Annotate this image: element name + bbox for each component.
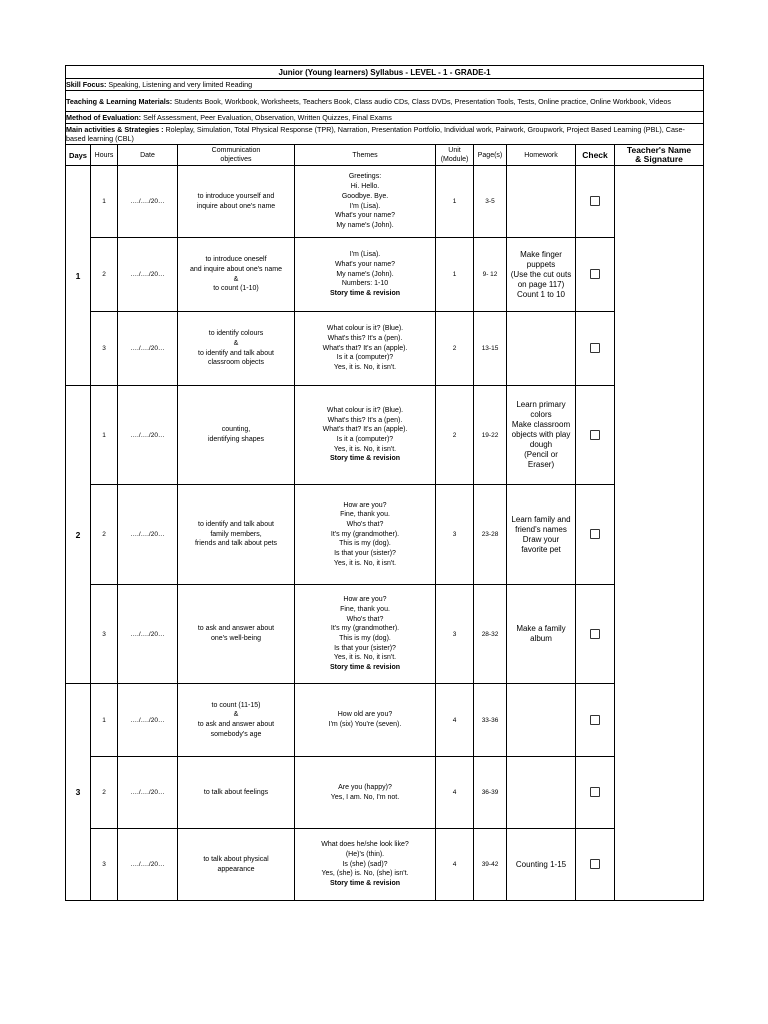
theme-text: How old are you? I'm (six) You're (seven).	[328, 711, 402, 728]
lesson-date: …./…./20…	[118, 485, 178, 585]
communication-objective: to identify and talk about family members, friends and talk about pets	[178, 485, 295, 585]
check-cell	[576, 684, 615, 757]
lesson-hour: 3	[91, 829, 118, 901]
communication-objective: to ask and answer about one's well-being	[178, 585, 295, 684]
check-cell	[576, 238, 615, 312]
theme-text: What colour is it? (Blue). What's this? It's a (pen). What's that? It's an (apple). Is it a (computer)? Yes, it is. No, it isn't.	[322, 406, 408, 453]
lesson-pages: 28-32	[474, 585, 507, 684]
lesson-homework: Counting 1-15	[507, 829, 576, 901]
lesson-pages: 9- 12	[474, 238, 507, 312]
lesson-row	[66, 585, 704, 684]
check-cell	[576, 166, 615, 238]
header-pages: Page(s)	[474, 145, 507, 166]
evaluation-row	[66, 112, 704, 124]
lesson-hour: 2	[91, 238, 118, 312]
info-label: Method of Evaluation:	[66, 113, 142, 122]
lesson-themes	[295, 585, 436, 684]
syllabus-title: Junior (Young learners) Syllabus - LEVEL - 1 - GRADE-1	[66, 66, 704, 79]
theme-text: I'm (Lisa). What's your name? My name's (John). Numbers: 1-10	[334, 251, 396, 288]
check-box[interactable]	[590, 859, 600, 869]
lesson-date: …./…./20…	[118, 585, 178, 684]
lesson-themes	[295, 312, 436, 386]
check-cell	[576, 312, 615, 386]
theme-revision-label: Story time & revision	[329, 290, 401, 298]
header-row	[66, 145, 704, 166]
info-label: Skill Focus:	[66, 80, 107, 89]
activities-row	[66, 124, 704, 145]
lesson-date: …./…./20…	[118, 238, 178, 312]
info-text: Speaking, Listening and very limited Reading	[106, 80, 253, 89]
check-box[interactable]	[590, 787, 600, 797]
header-hours: Hours	[91, 145, 118, 166]
communication-objective: counting, identifying shapes	[178, 386, 295, 485]
lesson-row	[66, 757, 704, 829]
theme-text: What does he/she look like? (He)'s (thin). Is (she) (sad)? Yes, (she) is. No, (she) isn't.	[321, 841, 409, 878]
lesson-row	[66, 166, 704, 238]
lesson-homework: Learn family and friend's names Draw your favorite pet	[507, 485, 576, 585]
lesson-row	[66, 684, 704, 757]
day-number: 3	[66, 684, 91, 901]
check-box[interactable]	[590, 430, 600, 440]
lesson-pages: 36-39	[474, 757, 507, 829]
check-box[interactable]	[590, 629, 600, 639]
header-date: Date	[118, 145, 178, 166]
materials-row	[66, 91, 704, 112]
theme-text: How are you? Fine, thank you. Who's that? It's my (grandmother). This is my (dog). Is that your (sister)? Yes, it is. No, it isn't.	[330, 596, 400, 662]
lesson-date: …./…./20…	[118, 684, 178, 757]
check-cell	[576, 585, 615, 684]
lesson-pages: 3-5	[474, 166, 507, 238]
check-box[interactable]	[590, 269, 600, 279]
lesson-unit: 2	[436, 386, 474, 485]
skill-focus-row	[66, 79, 704, 91]
theme-text: Are you (happy)? Yes, I am. No, I'm not.	[330, 783, 400, 801]
lesson-unit: 4	[436, 829, 474, 901]
lesson-row	[66, 829, 704, 901]
theme-revision-label: Story time & revision	[329, 880, 401, 888]
communication-objective: to talk about feelings	[178, 757, 295, 829]
header-days: Days	[66, 145, 91, 166]
lesson-homework	[507, 757, 576, 829]
lesson-hour: 2	[91, 757, 118, 829]
lesson-hour: 1	[91, 166, 118, 238]
lesson-hour: 1	[91, 386, 118, 485]
lesson-date: …./…./20…	[118, 829, 178, 901]
check-box[interactable]	[590, 529, 600, 539]
theme-text: How are you? Fine, thank you. Who's that? It's my (grandmother). This is my (dog). Is that your (sister)? Yes, it is. No, it isn't.	[330, 501, 400, 567]
communication-objective: to introduce oneself and inquire about one's name & to count (1-10)	[178, 238, 295, 312]
lesson-themes	[295, 829, 436, 901]
header-homework: Homework	[507, 145, 576, 166]
info-text: Self Assessment, Peer Evaluation, Observation, Written Quizzes, Final Exams	[141, 113, 392, 122]
communication-objective: to identify colours & to identify and talk about classroom objects	[178, 312, 295, 386]
header-themes: Themes	[295, 145, 436, 166]
check-cell	[576, 485, 615, 585]
syllabus-table	[65, 65, 704, 901]
lesson-hour: 3	[91, 585, 118, 684]
lesson-pages: 23-28	[474, 485, 507, 585]
lesson-themes	[295, 485, 436, 585]
day-number: 2	[66, 386, 91, 684]
teacher-signature-cell	[615, 166, 704, 901]
lesson-themes	[295, 757, 436, 829]
lesson-date: …./…./20…	[118, 757, 178, 829]
lesson-row	[66, 485, 704, 585]
lesson-unit: 1	[436, 238, 474, 312]
communication-objective: to talk about physical appearance	[178, 829, 295, 901]
lesson-homework: Make a family album	[507, 585, 576, 684]
header-objectives: Communication objectives	[178, 145, 295, 166]
lesson-hour: 2	[91, 485, 118, 585]
lesson-row	[66, 312, 704, 386]
theme-revision-label: Story time & revision	[329, 455, 401, 463]
lesson-unit: 2	[436, 312, 474, 386]
check-box[interactable]	[590, 715, 600, 725]
lesson-themes	[295, 386, 436, 485]
theme-text: Greetings: Hi. Hello. Goodbye. Bye. I'm (Lisa). What's your name? My name's (John).	[334, 173, 396, 229]
lesson-themes	[295, 166, 436, 238]
header-check: Check	[576, 145, 615, 166]
lesson-unit: 4	[436, 757, 474, 829]
lesson-row	[66, 386, 704, 485]
info-text: Students Book, Workbook, Worksheets, Teachers Book, Class audio CDs, Class DVDs, Presentation Tools, Tests, Online practice, Online Workbook, Videos	[172, 96, 671, 106]
lesson-date: …./…./20…	[118, 166, 178, 238]
check-cell	[576, 386, 615, 485]
lesson-homework	[507, 312, 576, 386]
header-unit: Unit (Module)	[436, 145, 474, 166]
check-cell	[576, 757, 615, 829]
lesson-date: …./…./20…	[118, 386, 178, 485]
lesson-unit: 3	[436, 485, 474, 585]
lesson-homework: Learn primary colors Make classroom objects with play dough (Pencil or Eraser)	[507, 386, 576, 485]
communication-objective: to introduce yourself and inquire about one's name	[178, 166, 295, 238]
info-label: Teaching & Learning Materials:	[66, 96, 173, 106]
info-label: Main activities & Strategies :	[66, 125, 164, 134]
lesson-homework: Make finger puppets (Use the cut outs on page 117) Count 1 to 10	[507, 238, 576, 312]
check-cell	[576, 829, 615, 901]
lesson-hour: 1	[91, 684, 118, 757]
theme-text: What colour is it? (Blue). What's this? It's a (pen). What's that? It's an (apple). Is it a (computer)? Yes, it is. No, it isn't.	[322, 325, 408, 372]
day-number: 1	[66, 166, 91, 386]
lesson-unit: 1	[436, 166, 474, 238]
check-box[interactable]	[590, 343, 600, 353]
lesson-homework	[507, 684, 576, 757]
lesson-pages: 13-15	[474, 312, 507, 386]
lesson-pages: 39-42	[474, 829, 507, 901]
lesson-themes	[295, 684, 436, 757]
lesson-themes	[295, 238, 436, 312]
theme-revision-label: Story time & revision	[329, 664, 401, 672]
lesson-unit: 3	[436, 585, 474, 684]
lesson-pages: 19-22	[474, 386, 507, 485]
lesson-unit: 4	[436, 684, 474, 757]
communication-objective: to count (11-15) & to ask and answer about somebody's age	[178, 684, 295, 757]
lesson-homework	[507, 166, 576, 238]
check-box[interactable]	[590, 196, 600, 206]
info-text: Roleplay, Simulation, Total Physical Response (TPR), Narration, Presentation Portfolio, Individual work, Pairwork, Groupwork, Project Based Learning (PBL), Case-based learning (CBL)	[66, 125, 685, 143]
lesson-row	[66, 238, 704, 312]
lesson-date: …./…./20…	[118, 312, 178, 386]
lesson-hour: 3	[91, 312, 118, 386]
lesson-pages: 33-36	[474, 684, 507, 757]
header-teacher: Teacher's Name & Signature	[615, 145, 704, 166]
